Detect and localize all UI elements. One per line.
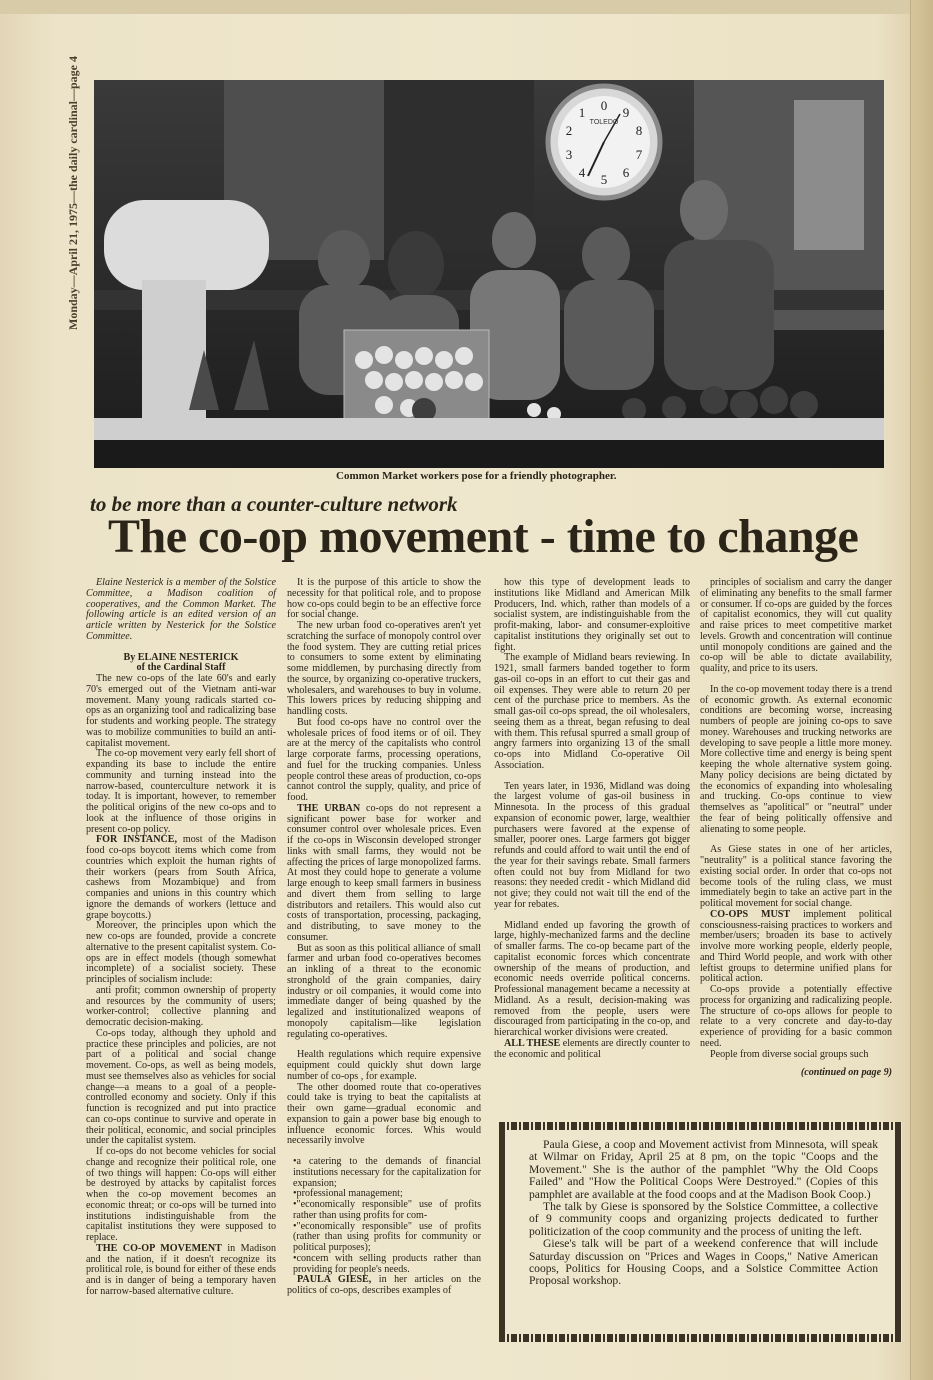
scale-number: 4 [578,165,586,180]
paragraph: Co-ops provide a potentially effective process for organizing and radicalizing people. The structure of co-ops allows for people to relate to a very concrete and day-to-day experience of providing for a basic common need. [700,984,892,1049]
bullet-item: •a catering to the demands of financial institutions necessary for the capitalization for expansion; [293,1156,481,1189]
scale-number: 8 [635,123,643,138]
paragraph-text: implement political consciousness-raising practices to workers and member/users; broaden its base to actively involve more working people, elderly people, and Third World people, and work with other leftist groups to determine unified plans for political action. [700,908,893,985]
editor-note: Elaine Nesterick is a member of the Solstice Committee, a Madison coalition of cooperatives, and the Common Market. The following article is an edited version of an article written by Nesterick for the Solstice Committee. [86,577,276,642]
subhead-lead: ALL THESE [504,1037,561,1049]
photo-caption: Common Market workers pose for a friendly photographer. [336,470,617,482]
paragraph: Health regulations which require expensive equipment could quickly shut down large number of co-ops , for example. [287,1049,481,1082]
page-top-edge [0,0,933,14]
scale-number: 6 [622,165,630,180]
paragraph: People from diverse social groups such [710,1048,869,1060]
paragraph [700,910,892,985]
subhead-lead: FOR INSTANCE, [96,834,178,846]
subhead-lead: THE CO-OP MOVEMENT [96,1242,222,1254]
paragraph: Midland ended up favoring the growth of large, highly-mechanized farms and the decline of smaller farms. The co-op became part of the capitalist economic forces which concentrate ownership of the means of production, and economic needs override political concerns. Professional management became a necessity at Midland. As a result, decision-making was removed from the people, users were discouraged from participating in the co-op, and hierarchical worker divisions were created. [494,919,690,1038]
bullet-item: •"economically responsible" use of profits rather than using profits for com- [293,1199,481,1221]
event-announcement-box [499,1122,902,1342]
paragraph [287,1275,481,1297]
scale-number: 0 [600,98,608,113]
scale-number: 9 [622,105,630,120]
paragraph: As Giese states in one of her articles, "neutrality" is a political stance favoring the existing social order. In order that co-ops not become tools of the ruling class, we must immediately begin to take an active part in the political movement for social change. [700,844,892,909]
paragraph [287,804,481,944]
kicker-headline: to be more than a counter-culture network [90,492,458,516]
photograph [94,80,884,468]
scale-number: 1 [578,105,586,120]
paragraph-text: in her articles on the politics of co-ops, describes examples of [287,1274,481,1296]
paragraph: It is the purpose of this article to show the necessity for that political role, and to propose how co-ops could begin to be an effective force for social change. [287,577,481,621]
main-headline: The co-op movement - time to change [108,510,859,563]
paragraph: Giese's talk will be part of a weekend conference that will include Saturday discussion on "Prices and Wages in Coops," Native American coops, Politics for Housing Coops, and a Solstice Committee Action Proposal workshop. [529,1237,878,1288]
article-column-1 [86,578,276,1298]
paragraph: The co-op movement very early fell short of expanding its base to include the entire community and turning instead into the narrow-based, counterculture network it is today. It is important, however, to remember the political origins of the new co-ops and to look at the influence of those origins in present co-op policy. [86,748,276,835]
paragraph: Moreover, the principles upon which the new co-ops are founded, provide a concrete alternative to the present capitalist system. Co-ops are in effect models (though somewhat incomplete) of a socialist society. These principles of socialism include: [86,920,276,985]
scale-number: 3 [565,147,573,162]
masthead-vertical: Monday—April 21, 1975—the daily cardinal—page 4 [66,55,80,330]
paragraph: The example of Midland bears reviewing. In 1921, small farmers banded together to form gas-oil co-ops in an effort to cut their gas and oil expenses. They were able to return 20 per cent of the purchase price to members. As the small gas-oil co-ops spread, the oil wholesalers, seeing them as a threat, began refusing to deal with them. This refusal spurred a small group of angry farmers into organizing 13 of the small co-ops into Midland Co-operative Oil Association. [494,652,690,771]
paragraph: how this type of development leads to institutions like Midland and American Milk Producers, Ind. which, rather than models of a socialist system, are indistinguishable from the profit-making, labor- and consumer-exploitive capitalist institutions they originally set out to fight. [494,577,690,653]
subhead-lead: THE URBAN [297,802,361,814]
paragraph: anti profit; common ownership of property and resources by the community of users; worker-control; collective planning and democratic decision-making. [86,984,276,1028]
paragraph: principles of socialism and carry the danger of eliminating any benefits to the small farmer or consumer. If co-ops are guided by the forces of capitalist economics, they will cut quality and raise prices to meet competitive market levels. Growth and concentration will continue until monopoly conditions are gained and the co-op will be able to dictate availability, quality, and price to its users. [700,577,892,674]
paragraph: Paula Giese, a coop and Movement activist from Minnesota, will speak at Wilmar on Friday, April 25 at 8 pm, on the topic "Coops and the Movement." She is the author of the pamphlet "Why the Old Coops Failed" and "How the Political Coops Were Destroyed." (Copies of this pamphlet are available at the food coops and at the Madison Book Coop.) [529,1138,878,1201]
byline-name: By ELAINE NESTERICK [123,651,239,663]
paragraph [86,835,276,921]
paragraph: But as soon as this political alliance of small farmer and urban food co-operatives becomes an inkling of a threat to the economic stronghold of the grain companies, dairy industry or oil companies, it would come into immediate danger of being quashed by the legalized and institutionalized weapons of monopoly capitalism—like legislation regulating co-operatives. [287,942,481,1040]
paragraph: The other doomed route that co-operatives could take is trying to beat the capitalists at their own game—gradual economic and expansion to gain a power base big enough to influence economic forces. Whis would necessarily involve [287,1081,481,1147]
subhead-lead: PAULA GIESE, [297,1274,372,1286]
bullet-item: •concern with selling products rather than providing for people's needs. [293,1252,481,1275]
paragraph: But food co-ops have no control over the wholesale prices of food items or of oil. They are at the mercy of the capitalists who control large corporate farms, processing operations, and fuel for the trucking companies. Unless people control these areas of production, co-ops cannot control the supply, quality, and price of food. [287,716,481,803]
paragraph-text: in Madison and the nation, if it doesn't recognize its prolitical role, is bound for either of these ends and is in danger of being a temporary haven for narrow-based alternative culture. [86,1242,276,1297]
article-column-3 [494,578,690,1060]
article-column-2 [287,578,481,1297]
paragraph-text: most of the Madison food co-ops boycott items which come from countries which exploit the human rights of their workers (pears from South Africa, cashews from Mozambique) and from companies and unions in this country which ignore the demands of workers (lettuce and grape boycotts.) [86,834,276,921]
scale-number: 7 [635,147,643,162]
subhead-lead: CO-OPS MUST [710,908,791,920]
photo-illustration [94,80,884,468]
byline-staff: of the Cardinal Staff [136,662,226,674]
scale-number: 2 [565,123,573,138]
event-announcement-text [507,1130,894,1334]
paragraph [86,1244,276,1298]
paragraph: The new urban food co-operatives aren't yet scratching the surface of monopoly control over the food system. They are cutting retial prices to consumers to some extent by eliminating some middlemen, by purchasing directly from the source, by organizing co-operative truckers, wholesalers, and warehouses to buy in volume. This lowers prices by reducing shipping and handling costs. [287,620,481,717]
scale-brand: TOLEDO [589,119,619,126]
bullet-item: •"economically responsible" use of profits (rather than using profits for community or political purposes); [293,1220,481,1253]
paragraph-text: co-ops do not represent a significant power base for worker and consumer control over wholesale prices. Even if the co-ops in Wisconsin developed stronger links with small farms, they would not be affecting the prices of large monopolized farms. At most they could hope to generate a volume large enough to keep small farmers in business and divert them from selling to large distributors and retailers. This would also cut costs of transportation, processing, packaging, and distributing, to save money to the consumer. [287,802,481,943]
paragraph-text: elements are directly counter to the economic and political [494,1037,691,1060]
paragraph: The new co-ops of the late 60's and early 70's emerged out of the Vietnam anti-war movement. Many young radicals started co-ops as an organizing tool and radicalizing base for students and working people. The strategy was to mobilize communities to build an anti-capitalist movement. [86,673,276,749]
article-column-4 [700,578,892,1079]
paragraph: In the co-op movement today there is a trend of economic growth. As external economic conditions are becoming worse, increasing numbers of people are joining co-ops to save money. Warehouses and trucking networks are developing to save people a little more money. More collective time and energy is being spent keeping the whole alternative system going. Many policy decisions are being dictated by the economics of expanding into wholesaling and trucking. Co-ops continue to view themselves as "apolitical" or "neutral" under the fear of being politically offensive and alienating to some people. [700,683,892,835]
bullet-item: •professional management; [293,1188,403,1200]
paragraph: Ten years later, in 1936, Midland was doing the largest volume of gas-oil business in Minnesota. In the process of this gradual expansion of economic power, large, wealthier purchasers were favored at the expense of smaller, poorer ones. Large farmers got bigger refunds and could afford to wait until the end of the year for their savings rebate. Small farmers often could not buy from Midland for two reasons: they needed credit - which Midland did not give; they could not wait till the end of the year for rebates. [494,780,690,910]
continued-notice: (continued on page 9) [800,1067,892,1079]
scale-dial [548,86,660,198]
paragraph [494,1039,690,1061]
paragraph: The talk by Giese is sponsored by the Solstice Committee, a collective of 9 community coops and organizing projects dedicated to further politicization of the coop community and the process of uniting the left. [529,1200,878,1238]
paragraph: If co-ops do not become vehicles for social change and recognize their political role, one of two things will happen: Co-ops will either be destroyed by attacks by capitalist forces when the co-op movement becomes an economic threat; or co-ops will be turned into institutions indistinguishable from the capitalist institutions they were supposed to replace. [86,1146,276,1243]
page-right-edge [910,0,933,1380]
paragraph: Co-ops today, although they uphold and practice these principles and policies, are not part of a political and social change movement. Co-ops, as well as being models, must see themselves also as vehicles for social change—a means to a goal of a people-controlled economy and society. Only if this function is recognized and put into practice can co-ops continue to survive and operate in their political, economic, and social principles under the capitalist system. [86,1027,276,1147]
scale-number: 5 [600,172,608,187]
